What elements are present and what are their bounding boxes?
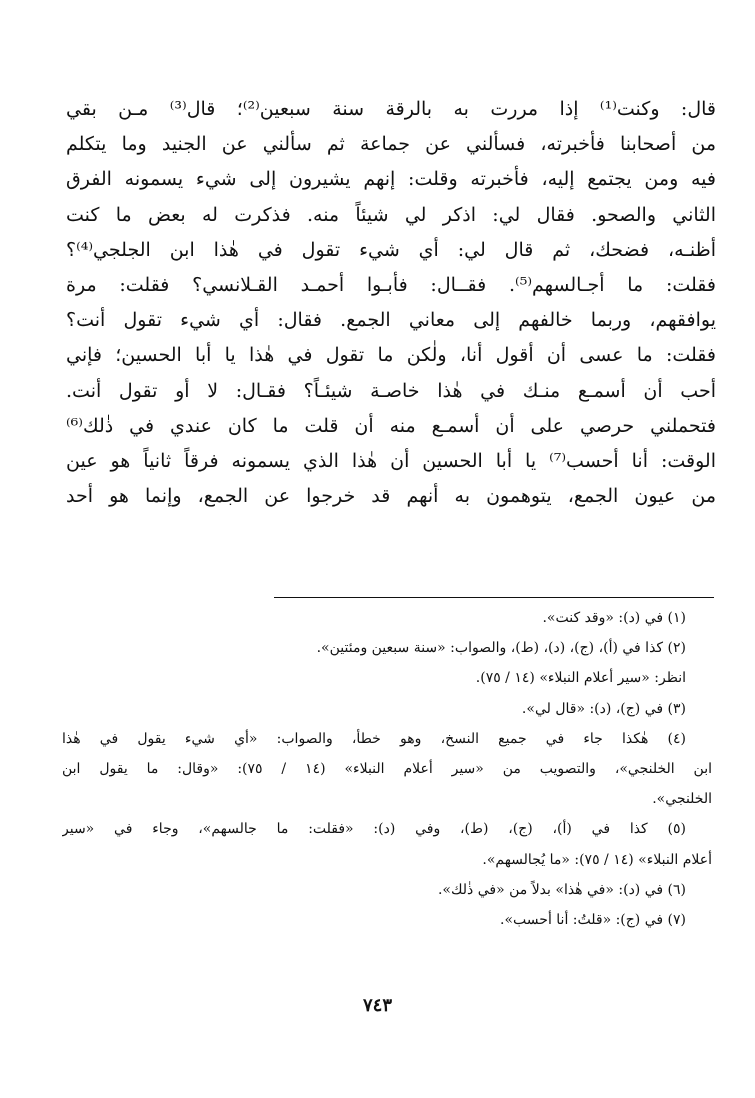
footnote-line: (٢) كذا في (أ)، (ج)، (د)، (ط)، والصواب: «سنة سبعين ومئتين».	[316, 640, 686, 657]
footnote-line: (٦) في (د): «في هٰذا» بدلاً من «في ذٰلك».	[437, 881, 686, 898]
footnote-line: (٥) كذا في (أ)، (ج)، (ط)، وفي (د): «فقلت: ما جالسهم»، وجاء في «سير	[62, 821, 686, 838]
footnote-line: ابن الخلنجي»، والتصويب من «سير أعلام النبلاء» (١٤ / ٧٥): «وقال: ما يقول ابن	[62, 760, 712, 777]
main-text-line: فيه ومن يجتمع إليه، فأخبرته وقلت: إنهم يشيرون إلى شيء يسمونه الفرق	[66, 168, 716, 191]
main-text-line: أحب أن أسمـع منـك في هٰذا خاصـة شيئـاً؟ فقـال: لا أو تقول أنت.	[66, 379, 716, 402]
main-text-line: قال: وكنت⁽¹⁾ إذا مررت به بالرقة سنة سبعين⁽²⁾؛ قال⁽³⁾ مـن بقي	[66, 98, 716, 120]
main-text-line: فقلت: ما أجـالسهم⁽⁵⁾. فقــال: فأبـوا أحمـد القـلانسي؟ فقلت: مرة	[66, 273, 716, 296]
footnote-line: أعلام النبلاء» (١٤ / ٧٥): «ما يُجالسهم».	[482, 851, 712, 868]
main-text-line: من عيون الجمع، يتوهمون به أنهم قد خرجوا عن الجمع، وإنما هو أحد	[66, 485, 716, 508]
footnote-line: (٣) في (ج)، (د): «قال لي».	[521, 700, 686, 717]
main-text	[66, 92, 716, 514]
footnote-line: (٧) في (ج): «قلتُ: أنا أحسب».	[500, 911, 686, 928]
footnotes	[62, 603, 712, 935]
main-text-line: الوقت: أنا أحسب⁽⁷⁾ يا أبا الحسين أن هٰذا الذي يسمونه فرقاً ثانياً هو عين	[66, 449, 716, 472]
main-text-line: فتحملني حرصي على أن أسمـع منه أن قلت ما كان عندي في ذٰلك⁽⁶⁾	[66, 414, 716, 437]
main-text-line: يوافقهم، وربما خالفهم إلى معاني الجمع. فقال: أي شيء تقول أنت؟	[66, 309, 716, 332]
page-number: ٧٤٣	[362, 995, 392, 1016]
main-text-line: فقلت: ما عسى أن أقول أنا، ولٰكن ما تقول في هٰذا يا أبا الحسين؛ فإني	[66, 344, 716, 367]
main-text-line: من أصحابنا فأخبرته، فسألني عن جماعة ثم سألني عن الجنيد وما يتكلم	[66, 133, 716, 156]
footnote-line: (٤) هٰكذا جاء في جميع النسخ، وهو خطأ، والصواب: «أي شيء يقول في هٰذا	[62, 730, 686, 747]
footnote-line: الخلنجي».	[652, 791, 712, 808]
footnote-separator	[274, 597, 714, 598]
footnote-line: (١) في (د): «وقد كنت».	[542, 610, 686, 626]
main-text-line: الثاني والصحو. فقال لي: اذكر لي شيئاً منه. فذكرت له بعض ما كنت	[66, 203, 716, 226]
footnote-line: انظر: «سير أعلام النبلاء» (١٤ / ٧٥).	[475, 670, 686, 687]
main-text-line: أظنـه، فضحك، ثم قال لي: أي شيء تقول في هٰذا ابن الجلجي⁽⁴⁾؟	[66, 238, 716, 261]
